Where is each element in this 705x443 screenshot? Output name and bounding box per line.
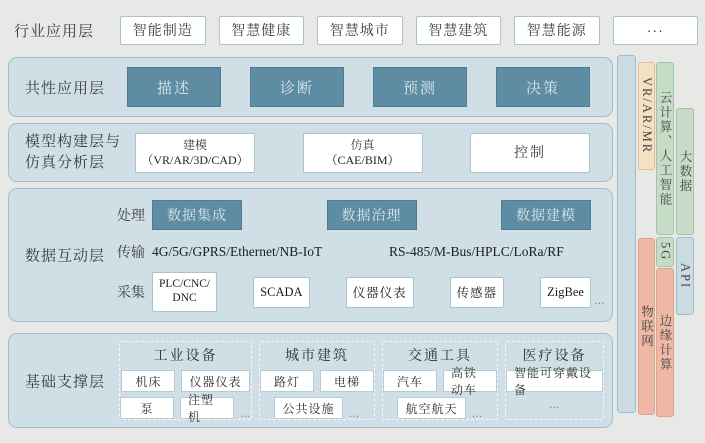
common-layer-items — [127, 67, 590, 107]
model-layer-items — [135, 133, 590, 173]
group-industrial-title: 工业设备 — [153, 347, 218, 363]
collect-box-instruments: 仪器仪表 — [346, 277, 414, 308]
model-box-modeling — [135, 133, 255, 173]
side-bar-iot-label: 物联网 — [639, 304, 654, 349]
common-item-diagnose: 诊断 — [250, 67, 344, 107]
side-bar-big-data — [676, 108, 694, 235]
collect-items — [152, 272, 591, 312]
data-layer-label: 数据互动层 — [25, 247, 106, 265]
base-layer-label: 基础支撑层 — [25, 373, 106, 390]
device-street-lamp: 路灯 — [260, 370, 314, 392]
collect-ellipsis: … — [594, 295, 605, 307]
model-layer-label-line1: 模型构建层与 — [25, 133, 122, 151]
side-bar-api-label: API — [678, 262, 693, 290]
group-urban-row2 — [274, 397, 359, 419]
model-box-simulation-title: 仿真 — [350, 137, 375, 152]
group-transport-title: 交通工具 — [408, 347, 472, 363]
process-label: 处理 — [117, 207, 145, 223]
device-elevator: 电梯 — [320, 370, 374, 392]
industry-box-smart-energy: 智慧能源 — [514, 16, 600, 45]
model-box-control-title: 控制 — [514, 143, 546, 160]
transmit-protocols-wireless: 4G/5G/GPRS/Ethernet/NB-IoT — [152, 244, 323, 259]
side-bar-cloud-ai — [656, 62, 674, 235]
data-transmit-row — [117, 241, 591, 263]
common-application-layer-panel — [8, 57, 613, 117]
industry-box-smart-manufacturing: 智能制造 — [120, 16, 206, 45]
group-medical-title: 医疗设备 — [522, 347, 587, 363]
collect-label: 采集 — [117, 284, 145, 300]
model-box-control — [470, 133, 590, 173]
side-bar-api — [676, 237, 694, 315]
group-urban-title: 城市建筑 — [285, 347, 349, 363]
collect-box-sensors: 传感器 — [450, 277, 505, 308]
group-urban-buildings — [259, 341, 375, 420]
industry-box-smart-health: 智慧健康 — [219, 16, 305, 45]
collect-box-scada: SCADA — [253, 277, 309, 308]
data-process-row — [117, 201, 591, 229]
group-transport-row1 — [383, 366, 497, 397]
data-interaction-layer-panel — [8, 188, 613, 322]
model-layer-label — [25, 132, 121, 173]
collect-box-zigbee: ZigBee — [540, 277, 591, 308]
common-item-describe: 描述 — [127, 67, 221, 107]
process-items — [152, 200, 591, 230]
group-industrial-equipment — [119, 341, 252, 424]
side-bar-iot — [638, 238, 655, 415]
side-bar-vr-label: VR/AR/MR — [640, 77, 654, 155]
group-urban-row1 — [260, 370, 374, 392]
base-groups — [119, 341, 604, 424]
process-item-data-modeling: 数据建模 — [501, 200, 591, 230]
transmit-label: 传输 — [117, 244, 145, 260]
device-instruments: 仪器仪表 — [181, 370, 249, 392]
group-urban-ellipsis: … — [348, 408, 360, 420]
side-bar-5g — [656, 237, 674, 267]
side-bar-cloud-label: 云计算、人工智能 — [658, 90, 672, 207]
model-box-modeling-title: 建模 — [182, 137, 207, 152]
group-transport-row2 — [397, 397, 482, 419]
process-item-data-integration: 数据集成 — [152, 200, 242, 230]
group-transportation — [382, 341, 498, 420]
device-machine-tool: 机床 — [121, 370, 175, 392]
collect-box-plc-cnc-dnc — [152, 272, 217, 312]
data-collect-row — [117, 271, 605, 313]
process-item-data-governance: 数据治理 — [327, 200, 417, 230]
device-car: 汽车 — [383, 370, 437, 392]
base-support-layer-panel — [8, 333, 613, 428]
side-bar-edge-computing — [656, 268, 674, 417]
device-injection-molding: 注塑机 — [180, 397, 234, 419]
industry-boxes — [120, 16, 698, 45]
industry-box-smart-city: 智慧城市 — [317, 16, 403, 45]
model-box-simulation — [303, 133, 423, 173]
collect-box-plc-line1: PLC/CNC/ — [159, 278, 211, 291]
group-medical-ellipsis: … — [549, 399, 560, 411]
group-industrial-row2 — [120, 393, 251, 424]
industry-box-smart-building: 智慧建筑 — [416, 16, 502, 45]
side-bar-blank — [617, 55, 636, 413]
model-layer-label-line2: 仿真分析层 — [25, 153, 106, 171]
transmit-protocols-wired: RS-485/M-Bus/HPLC/LoRa/RF — [389, 244, 564, 259]
model-box-simulation-sub: （CAE/BIM） — [325, 152, 400, 167]
common-layer-label: 共性应用层 — [25, 79, 106, 97]
side-bar-vr-ar-mr — [638, 62, 655, 170]
side-bar-5g-label: 5G — [658, 242, 673, 262]
industry-box-ellipsis: ··· — [613, 16, 699, 45]
group-industrial-ellipsis: … — [240, 408, 251, 420]
industry-layer-row — [14, 15, 698, 45]
device-aerospace: 航空航天 — [397, 397, 465, 419]
collect-box-plc-line2: DNC — [172, 292, 197, 304]
model-box-modeling-sub: （VR/AR/3D/CAD） — [141, 152, 249, 167]
device-pump: 泵 — [120, 397, 174, 419]
group-industrial-row1 — [121, 370, 249, 392]
industry-layer-label: 行业应用层 — [14, 22, 95, 40]
side-bar-edge-label: 边缘计算 — [658, 313, 672, 372]
common-item-predict: 预测 — [373, 67, 467, 107]
group-transport-ellipsis: … — [471, 408, 483, 420]
group-medical-equipment — [505, 341, 604, 420]
group-medical-row1 — [506, 366, 603, 397]
side-bar-bigdata-label: 大数据 — [678, 149, 692, 194]
common-item-decide: 决策 — [496, 67, 590, 107]
device-smart-wearables: 智能可穿戴设备 — [506, 370, 603, 392]
device-high-speed-rail: 高铁动车 — [443, 370, 497, 392]
model-simulation-layer-panel — [8, 123, 613, 182]
device-public-facilities: 公共设施 — [274, 397, 342, 419]
